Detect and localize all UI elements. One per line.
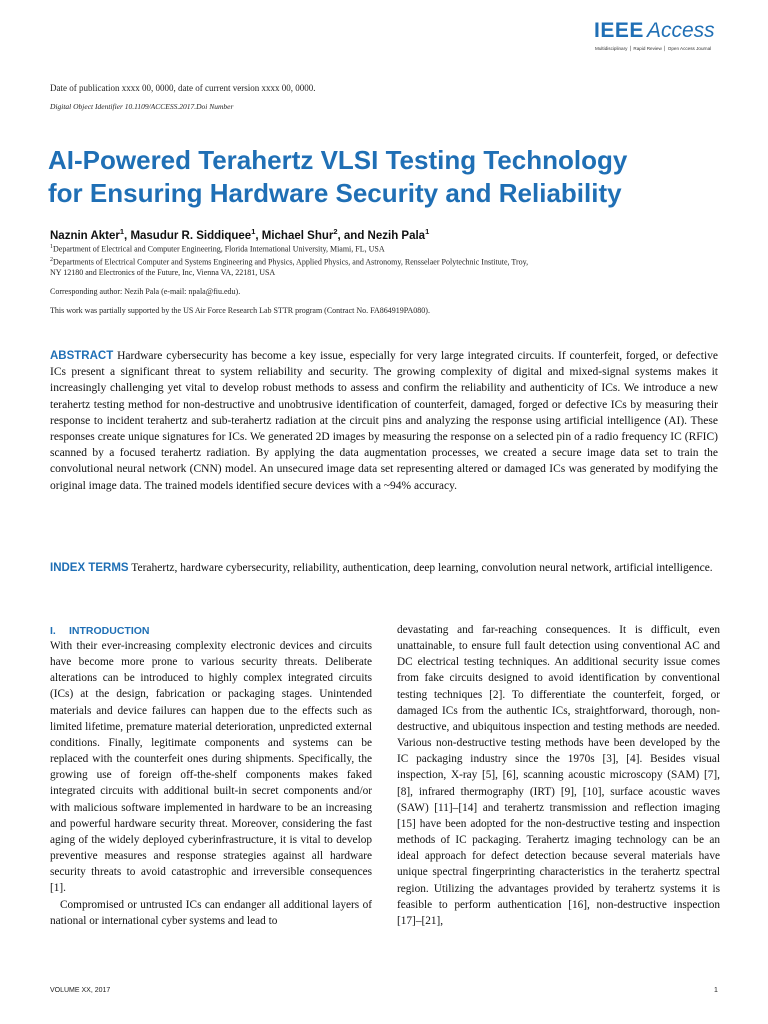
corresponding-author: Corresponding author: Nezih Pala (e-mail: npala@fiu.edu). bbox=[50, 287, 241, 296]
affiliation-text: Department of Electrical and Computer Engineering, Florida International University, Miami, FL, USA bbox=[53, 244, 385, 254]
author-affiliation-mark: 1 bbox=[425, 227, 430, 236]
author-name: Nezih Pala bbox=[367, 229, 426, 242]
abstract bbox=[50, 348, 718, 494]
index-terms bbox=[50, 560, 718, 576]
author-separator: , bbox=[255, 229, 262, 242]
index-terms-text: Terahertz, hardware cybersecurity, reliability, authentication, deep learning, convolution neural network, artificial intelligence. bbox=[131, 562, 713, 574]
doi-line: Digital Object Identifier 10.1109/ACCESS.2017.Doi Number bbox=[50, 102, 234, 111]
publication-date: Date of publication xxxx 00, 0000, date of current version xxxx 00, 0000. bbox=[50, 83, 316, 93]
author-affiliation-mark: 1 bbox=[251, 227, 256, 236]
author-name: Naznin Akter bbox=[50, 229, 120, 242]
abstract-label: ABSTRACT bbox=[50, 350, 114, 362]
author-separator: , bbox=[124, 229, 131, 242]
affiliation-mark: 2 bbox=[50, 257, 53, 263]
funding-note: This work was partially supported by the US Air Force Research Lab STTR program (Contract No. FA864919PA080). bbox=[50, 306, 430, 315]
body-paragraph: Compromised or untrusted ICs can endanger all additional layers of national or international cyber systems and lead to bbox=[50, 898, 372, 927]
right-column bbox=[397, 622, 720, 929]
footer-page-number: 1 bbox=[714, 987, 718, 994]
footer-volume: VOLUME XX, 2017 bbox=[50, 987, 111, 994]
author-name: Michael Shur bbox=[261, 229, 334, 242]
author-affiliation-mark: 1 bbox=[119, 227, 125, 236]
title-line-2: for Ensuring Hardware Security and Reliability bbox=[48, 178, 622, 208]
left-column bbox=[50, 638, 372, 929]
logo-tagline: Multidisciplinary ⎪ Rapid Review ⎪ Open Access Journal bbox=[595, 46, 712, 51]
author-list bbox=[50, 227, 429, 242]
author-name: Masudur R. Siddiquee bbox=[130, 229, 252, 242]
author-separator: , and bbox=[337, 229, 368, 242]
section-number: I. bbox=[50, 625, 56, 637]
index-terms-label: INDEX TERMS bbox=[50, 562, 129, 574]
author-affiliation-mark: 2 bbox=[333, 227, 338, 236]
logo-ieee-text: IEEE bbox=[594, 19, 644, 42]
title-line-1: AI-Powered Terahertz VLSI Testing Technology bbox=[48, 145, 628, 175]
body-paragraph: With their ever-increasing complexity electronic devices and circuits have become more prone to various security threats. Deliberate alterations can be introduced to highly complex integrated circuits (ICs) at the design, fabrication or packaging stages. Unintended materials and device failures can happen due to the effects such as limited lifetime, premature material deterioration, unpredicted external conditions. Finally, legitimate components and systems can be replaced with the counterfeit ones during shipments. Specifically, the growing use of foreign off-the-shelf components makes faked integrated circuits with additional built-in secret components and/or with malicious software implemented in hardware to be an increasing and powerful hardware security threat. Moreover, considering the fast aging of the widely deployed cyberinfrastructure, it is vital to develop preventive measures and response strategies against all hardware security threats to avoid catastrophic and irreversible consequences [1]. bbox=[50, 640, 372, 895]
abstract-text: Hardware cybersecurity has become a key issue, especially for very large integrated circuits. If counterfeit, forged, or defective ICs present a significant threat to system reliability and security. The growing complexity of digital and mixed-signal systems makes it increasingly challenging yet vital to develop robust methods to assess and confirm the reliability and authenticity of ICs. We introduce a new terahertz testing method for non-destructive and unobtrusive identification of counterfeit, damaged, forged or defective ICs by measuring their response to incident terahertz and sub-terahertz radiation at the circuit pins and analyzing the response using artificial intelligence (AI). These responses create unique signatures for ICs. We generated 2D images by measuring the response on a selected pin of a radio frequency IC (RFIC) scanned by a focused terahertz radiation. By applying the data augmentation processes, we created a secure image data set to train the convolutional neural network (CNN) model. An unsecured image data set representing altered or damaged ICs was generated by modifying the original image data. The trained models identified secure devices with a ~94% accuracy. bbox=[50, 350, 719, 492]
affiliation-2-continued: NY 12180 and Electronics of the Future, Inc, Vienna VA, 22181, USA bbox=[50, 268, 276, 277]
section-heading bbox=[50, 625, 150, 637]
paper-title bbox=[48, 144, 748, 210]
section-title: INTRODUCTION bbox=[69, 625, 150, 637]
logo-access-text: Access bbox=[647, 19, 715, 42]
affiliation-mark: 1 bbox=[50, 244, 53, 250]
affiliation-text: Departments of Electrical Computer and Systems Engineering and Physics, Applied Physics, and Astronomy, Rensselaer Polytechnic Institute, Troy, bbox=[53, 257, 529, 267]
body-paragraph: devastating and far-reaching consequences. It is difficult, even unattainable, to ensure full fault detection using conventional AC and DC electrical testing techniques. An additional security issue comes from fake circuits designed to avoid identification by conventional testing techniques [2]. To differentiate the counterfeit, forged, or damaged ICs from the authentic ICs, straightforward, thorough, non-destructive, and ubiquitous inspection and testing methods are needed. Various non-destructive testing methods have been developed by the IC packaging industry since the 1970s [3], [4]. Besides visual inspection, X-ray [5], [6], scanning acoustic microscopy (SAM) [7], [8], infrared thermography (IRT) [9], [10], surface acoustic waves (SAW) [11]–[14] and terahertz transmission and reflection imaging [15] have been adopted for the non-destructive testing and inspection methods of IC packaging. Terahertz imaging technology can be an ideal approach for defect detection because several materials have unique spectral fingerprinting characteristics in the terahertz spectral region. Utilizing the advantages provided by terahertz systems it is feasible to perform authentication [16], non-destructive inspection [17]–[21], bbox=[397, 624, 720, 927]
journal-logo bbox=[594, 19, 726, 53]
